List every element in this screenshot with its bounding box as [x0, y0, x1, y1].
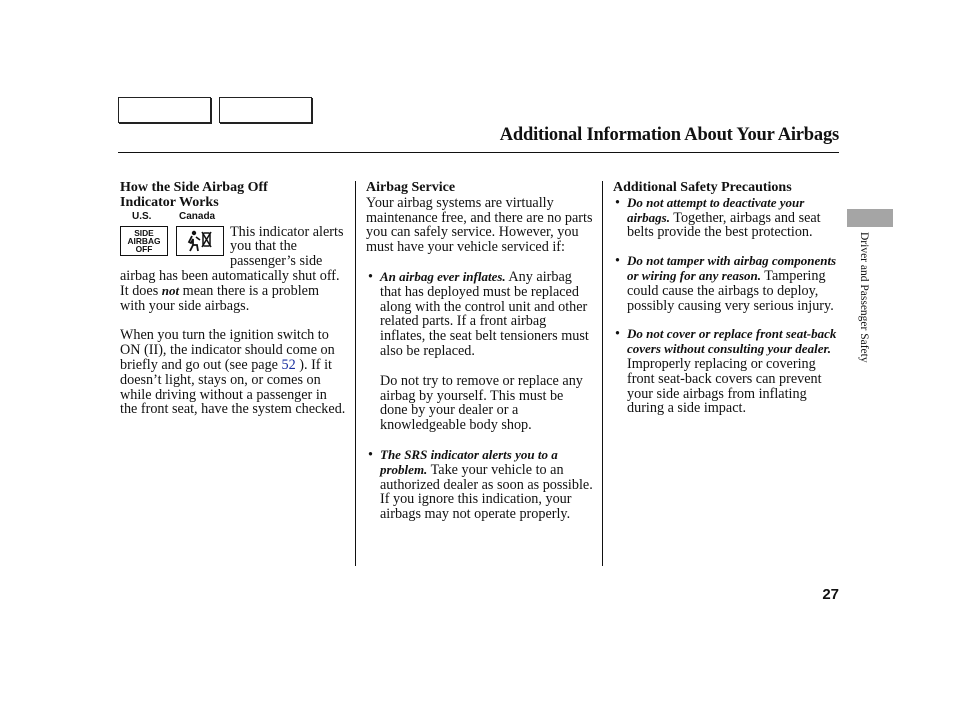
- indicator-us-label: U.S.: [132, 210, 152, 222]
- column-divider: [355, 181, 356, 566]
- section-heading: Airbag Service: [366, 180, 456, 195]
- bullet-icon: •: [368, 268, 373, 285]
- emphasis-not: not: [161, 282, 180, 298]
- nav-button-previous[interactable]: [118, 97, 211, 123]
- page-link[interactable]: 52: [281, 356, 296, 373]
- indicator-paragraph: This indicator alerts you that the passenger’s side airbag has been automatically shut off. It does not mean there is a problem with your side airbags.: [120, 223, 344, 314]
- section-tab[interactable]: [847, 209, 893, 227]
- indicator-canada-label: Canada: [179, 210, 216, 222]
- column-divider: [602, 181, 603, 566]
- service-intro: Your airbag systems are virtually maintenance free, and there are no parts you can safely service. However, you must have your vehicle serviced if:: [366, 194, 593, 256]
- indicator-figure: [120, 225, 230, 257]
- page-title: Additional Information About Your Airbags: [499, 125, 839, 145]
- column-side-airbag-indicator: [120, 181, 346, 417]
- side-airbag-off-indicator-icon: SIDE AIRBAG OFF: [120, 226, 168, 256]
- bullet-icon: •: [615, 326, 620, 343]
- list-item: • Do not cover or replace front seat-back covers without consulting your dealer. Improperly replacing or covering front seat-back covers can prevent your side airbags from inflating during a side impact.: [615, 326, 837, 417]
- page-number: 27: [822, 586, 839, 603]
- section-heading: Additional Safety Precautions: [613, 180, 792, 195]
- column-airbag-service: [366, 181, 594, 522]
- title-rule: [118, 152, 839, 153]
- passenger-airbag-off-icon: [176, 226, 224, 256]
- bullet-icon: •: [368, 446, 373, 463]
- ignition-paragraph: When you turn the ignition switch to ON (II), the indicator should come on briefly and go out (see page 52 ). If it doesn’t light, stays on, or comes on while driving without a passenger in the front seat, have the system checked.: [120, 327, 346, 418]
- list-item: • Do not attempt to deactivate your airbags. Together, airbags and seat belts provide the best protection.: [615, 194, 821, 241]
- indicator-labels: [120, 211, 346, 225]
- bullet-icon: •: [615, 194, 620, 211]
- column-safety-precautions: [613, 181, 841, 416]
- nav-button-next[interactable]: [219, 97, 312, 123]
- bullet-icon: •: [615, 253, 620, 270]
- list-item: • Do not tamper with airbag components or wiring for any reason. Tampering could cause the airbags to deploy, possibly causing very serious injury.: [615, 253, 837, 314]
- section-heading: How the Side Airbag Off Indicator Works: [120, 180, 268, 210]
- list-item: • An airbag ever inflates. Any airbag that has deployed must be replaced along with the control unit and other related parts. If a front airbag inflates, the seat belt tensioners must also be replaced. Do not try to remove or replace any airbag by yourself. This must be done by your dealer or a knowledgeable body shop.: [368, 268, 589, 434]
- list-item: • The SRS indicator alerts you to a problem. Take your vehicle to an authorized dealer as soon as possible. If you ignore this indication, your airbags may not operate properly.: [368, 446, 593, 523]
- section-tab-label: Driver and Passenger Safety: [858, 232, 870, 363]
